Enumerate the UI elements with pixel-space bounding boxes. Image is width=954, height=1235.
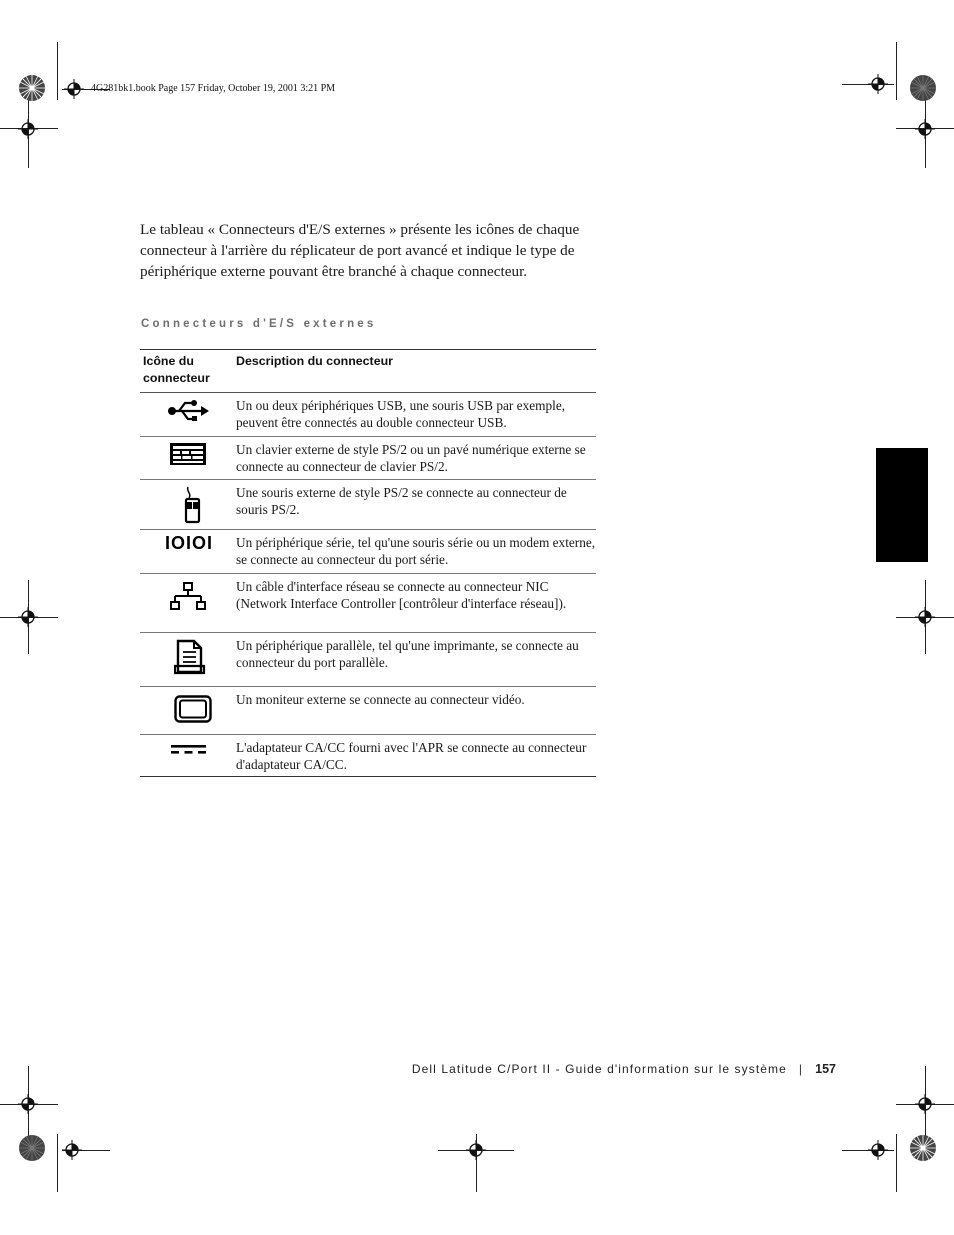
- sunburst-mark: [909, 1134, 937, 1162]
- dc-power-icon: [170, 743, 208, 755]
- row-description: Un périphérique parallèle, tel qu'une imprimante, se connecte au connecteur du port parallèle.: [236, 638, 579, 670]
- footer-separator: |: [798, 1062, 804, 1076]
- page-footer: [412, 1062, 836, 1076]
- table-row: [140, 437, 596, 480]
- row-description: Un clavier externe de style PS/2 ou un pavé numérique externe se connecte au connecteur de clavier PS/2.: [236, 442, 586, 474]
- printer-icon: [174, 639, 206, 675]
- row-description: Un ou deux périphériques USB, une souris USB par exemple, peuvent être connectés au double connecteur USB.: [236, 398, 566, 430]
- table-header: [140, 350, 596, 393]
- table-row: [140, 735, 596, 776]
- footer-title: Dell Latitude C/Port II - Guide d'information sur le système: [411, 1062, 787, 1076]
- row-description: Un périphérique série, tel qu'une souris série ou un modem externe, se connecte au connecteur du port série.: [236, 535, 596, 567]
- registration-mark: [915, 1094, 935, 1114]
- registration-mark: [868, 74, 888, 94]
- table-title: Connecteurs d'E/S externes: [141, 318, 377, 330]
- row-description: L'adaptateur CA/CC fourni avec l'APR se connecte au connecteur d'adaptateur CA/CC.: [236, 740, 587, 772]
- row-description: Une souris externe de style PS/2 se connecte au connecteur de souris PS/2.: [236, 485, 567, 517]
- row-description: Un câble d'interface réseau se connecte au connecteur NIC (Network Interface Controller [contrôleur d'interface réseau]).: [236, 579, 567, 611]
- registration-mark: [18, 119, 38, 139]
- registration-mark: [915, 607, 935, 627]
- table-row: [140, 687, 596, 735]
- section-tab: [876, 448, 928, 562]
- table-row: [140, 530, 596, 574]
- sunburst-mark: [909, 74, 937, 102]
- page-number: 157: [815, 1062, 836, 1076]
- usb-icon: [167, 399, 211, 423]
- table-row: [140, 574, 596, 633]
- header-icon-column: Icône du connecteur: [143, 354, 210, 385]
- table-row: [140, 480, 596, 530]
- sunburst-mark: [18, 1134, 46, 1162]
- registration-mark: [18, 1094, 38, 1114]
- table-row: [140, 633, 596, 687]
- registration-mark: [18, 607, 38, 627]
- print-slug: 4G281bk1.book Page 157 Friday, October 19, 2001 3:21 PM: [91, 83, 336, 94]
- registration-mark: [868, 1140, 888, 1160]
- connectors-table: [140, 349, 596, 777]
- mouse-icon: [183, 486, 203, 524]
- serial-port-icon: IOIOI: [165, 533, 214, 553]
- registration-mark: [64, 79, 84, 99]
- intro-paragraph: Le tableau « Connecteurs d'E/S externes » présente les icônes de chaque connecteur à l'arrière du réplicateur de port avancé et indique le type de périphérique externe pouvant être branché à chaque connecteur.: [140, 221, 580, 280]
- sunburst-mark: [18, 74, 46, 102]
- header-description-column: Description du connecteur: [236, 354, 393, 368]
- registration-mark: [915, 119, 935, 139]
- row-description: Un moniteur externe se connecte au connecteur vidéo.: [236, 692, 525, 707]
- registration-mark: [62, 1140, 82, 1160]
- table-row: [140, 393, 596, 437]
- keyboard-icon: [169, 442, 207, 466]
- network-icon: [170, 582, 206, 610]
- registration-mark: [466, 1140, 486, 1160]
- monitor-icon: [174, 695, 212, 723]
